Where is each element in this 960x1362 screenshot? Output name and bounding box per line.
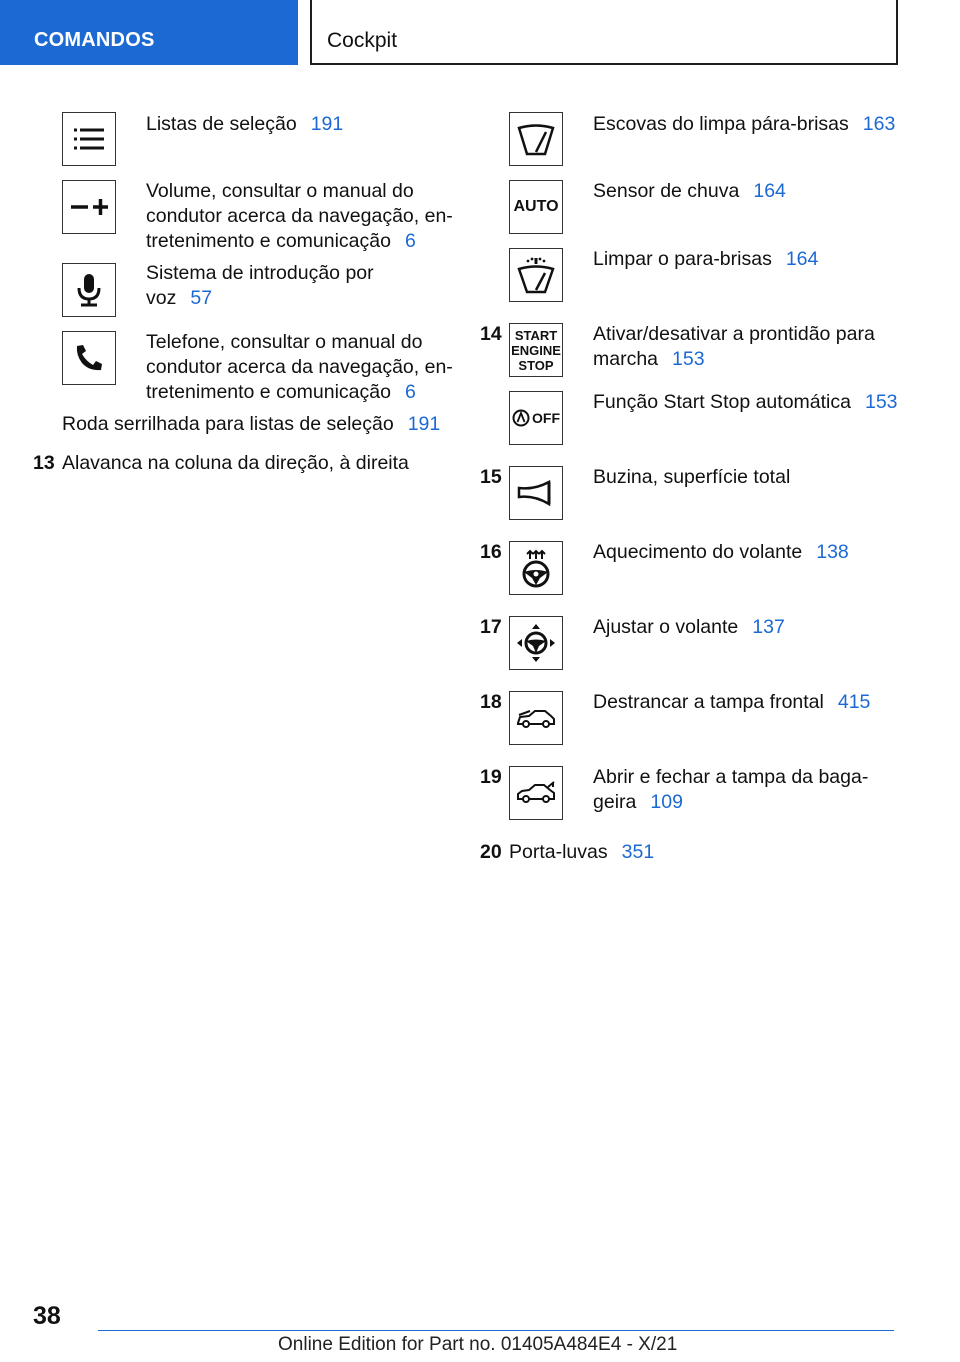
- voice-icon: [62, 263, 116, 317]
- page-link[interactable]: 191: [310, 113, 344, 135]
- page-link[interactable]: 163: [862, 113, 896, 135]
- phone-icon: [62, 331, 116, 385]
- item-13-label: Alavanca na coluna da direção, à direita: [62, 452, 409, 474]
- item-number: 19: [480, 766, 502, 788]
- item-number: 17: [480, 616, 502, 638]
- washer-icon: [509, 248, 563, 302]
- trunk-icon: [509, 766, 563, 820]
- section-title: COMANDOS: [34, 29, 155, 51]
- page-link[interactable]: 191: [407, 413, 441, 435]
- page-link[interactable]: 6: [404, 230, 416, 252]
- thumbwheel-entry: Roda serrilhada para listas de seleção 191: [62, 413, 441, 435]
- page-number: 38: [33, 1302, 61, 1330]
- page-link[interactable]: 137: [752, 616, 785, 638]
- auto-icon: AUTO: [509, 180, 563, 234]
- chapter-title: Cockpit: [327, 29, 398, 52]
- steering-adjust-entry: Ajustar o volante 137: [593, 616, 785, 638]
- page-link[interactable]: 164: [753, 180, 786, 202]
- page-link[interactable]: 164: [785, 248, 819, 270]
- item-number: 16: [480, 541, 502, 563]
- front-hood-entry: Destrancar a tampa frontal 415: [593, 691, 871, 713]
- item-number: 14: [480, 323, 502, 345]
- trunk-entry: Abrir e fechar a tampa da baga- geira 109: [593, 766, 869, 813]
- start-stop-icon: START ENGINE STOP: [509, 323, 563, 377]
- start-stop-entry: Ativar/desativar a prontidão para marcha 153: [593, 323, 875, 370]
- page-link[interactable]: 153: [672, 348, 705, 370]
- footer-divider: [98, 1330, 894, 1331]
- page-link[interactable]: 6: [404, 381, 416, 403]
- phone-entry: Telefone, consultar o manual do condutor acerca da navegação, en- tretenimento e comunicação 6: [146, 331, 453, 403]
- washer-entry: Limpar o para-brisas 164: [593, 248, 819, 270]
- steering-heat-entry: Aquecimento do volante 138: [593, 541, 849, 563]
- list-entry: Listas de seleção 191: [146, 113, 344, 135]
- page-link[interactable]: 109: [650, 791, 683, 813]
- page-link[interactable]: 153: [864, 391, 898, 413]
- steering-heat-icon: [509, 541, 563, 595]
- item-number: 18: [480, 691, 502, 713]
- chapter-box: [310, 0, 898, 65]
- auto-start-stop-entry: Função Start Stop automática 153: [593, 391, 898, 413]
- page-link[interactable]: 138: [816, 541, 849, 563]
- section-tab: [0, 0, 298, 65]
- glovebox-entry: Porta-luvas 351: [509, 841, 655, 863]
- item-number: 13: [33, 452, 55, 474]
- page-link[interactable]: 415: [837, 691, 871, 713]
- item-number: 15: [480, 466, 502, 488]
- wiper-entry: Escovas do limpa pára-brisas 163: [593, 113, 896, 135]
- voice-entry: Sistema de introdução por voz 57: [146, 262, 374, 309]
- footer-text: Online Edition for Part no. 01405A484E4 - X/21: [278, 1334, 678, 1355]
- volume-entry: Volume, consultar o manual do condutor acerca da navegação, en- tretenimento e comunicação 6: [146, 180, 453, 252]
- item-number: 20: [480, 841, 502, 863]
- page-link[interactable]: 57: [190, 287, 213, 309]
- minus-plus-icon: [62, 180, 116, 234]
- list-icon: [62, 112, 116, 166]
- wiper-icon: [509, 112, 563, 166]
- auto-start-stop-off-icon: OFF: [509, 391, 563, 445]
- rain-sensor-entry: Sensor de chuva 164: [593, 180, 786, 202]
- steering-adjust-icon: [509, 616, 563, 670]
- horn-icon: [509, 466, 563, 520]
- page-link[interactable]: 351: [621, 841, 655, 863]
- horn-entry: Buzina, superfície total: [593, 466, 791, 488]
- front-hood-icon: [509, 691, 563, 745]
